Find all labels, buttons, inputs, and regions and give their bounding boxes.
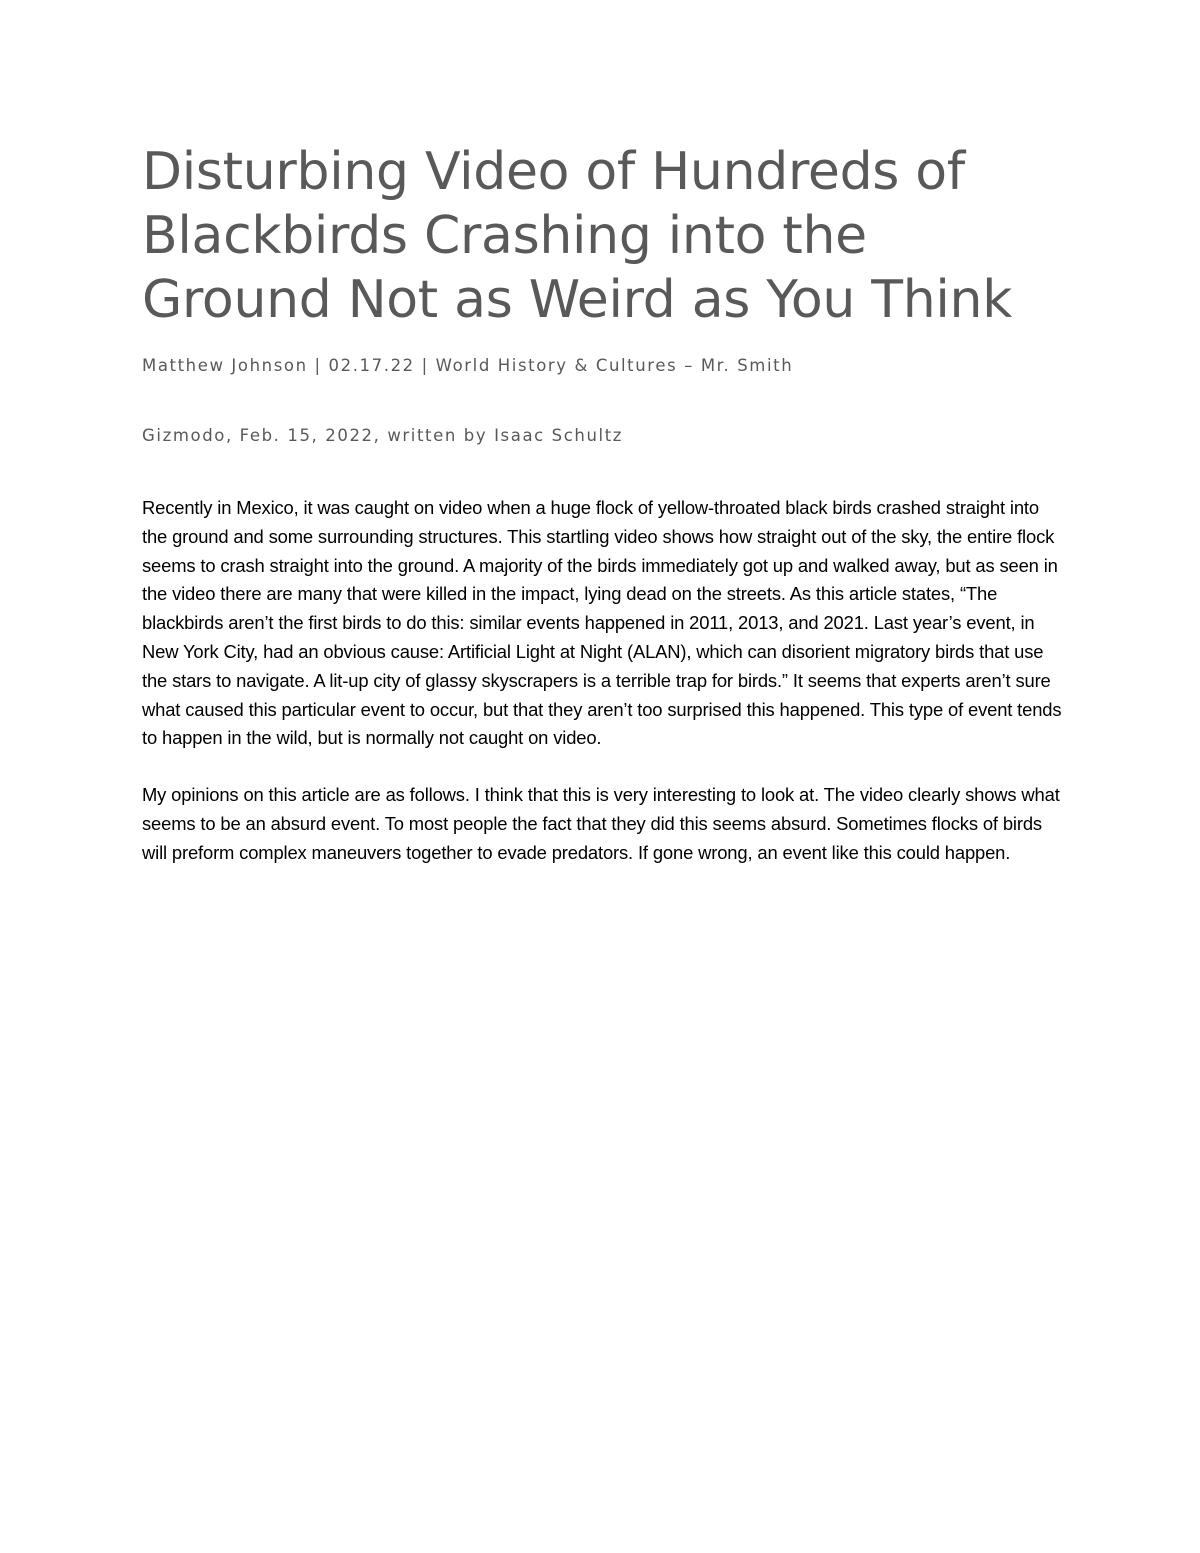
source-citation: Gizmodo, Feb. 15, 2022, written by Isaac Schultz [142, 426, 624, 445]
document-title: Disturbing Video of Hundreds of Blackbirds Crashing into the Ground Not as Weird as You Think [142, 142, 1013, 330]
opinion-paragraph: My opinions on this article are as follows. I think that this is very interesting to look at. The video clearly shows what seems to be an absurd event. To most people the fact that they did this seems absurd. Sometimes flocks of birds will preform complex maneuvers together to evade predators. If gone wrong, an event like this could happen. [142, 784, 1060, 863]
document-body [142, 140, 1062, 868]
summary-paragraph: Recently in Mexico, it was caught on video when a huge flock of yellow-throated black birds crashed straight into the ground and some surrounding structures. This startling video shows how straight out of the sky, the entire flock seems to crash straight into the ground. A majority of the birds immediately got up and walked away, but as seen in the video there are many that were killed in the impact, lying dead on the streets. As this article states, “The blackbirds aren’t the first birds to do this: similar events happened in 2011, 2013, and 2021. Last year’s event, in New York City, had an obvious cause: Artificial Light at Night (ALAN), which can disorient migratory birds that use the stars to navigate. A lit-up city of glassy skyscrapers is a terrible trap for birds.” It seems that experts aren’t sure what caused this particular event to occur, but that they aren’t too surprised this happened. This type of event tends to happen in the wild, but is normally not caught on video. [142, 497, 1062, 749]
author-date-course-line: Matthew Johnson | 02.17.22 | World History & Cultures – Mr. Smith [142, 356, 794, 375]
